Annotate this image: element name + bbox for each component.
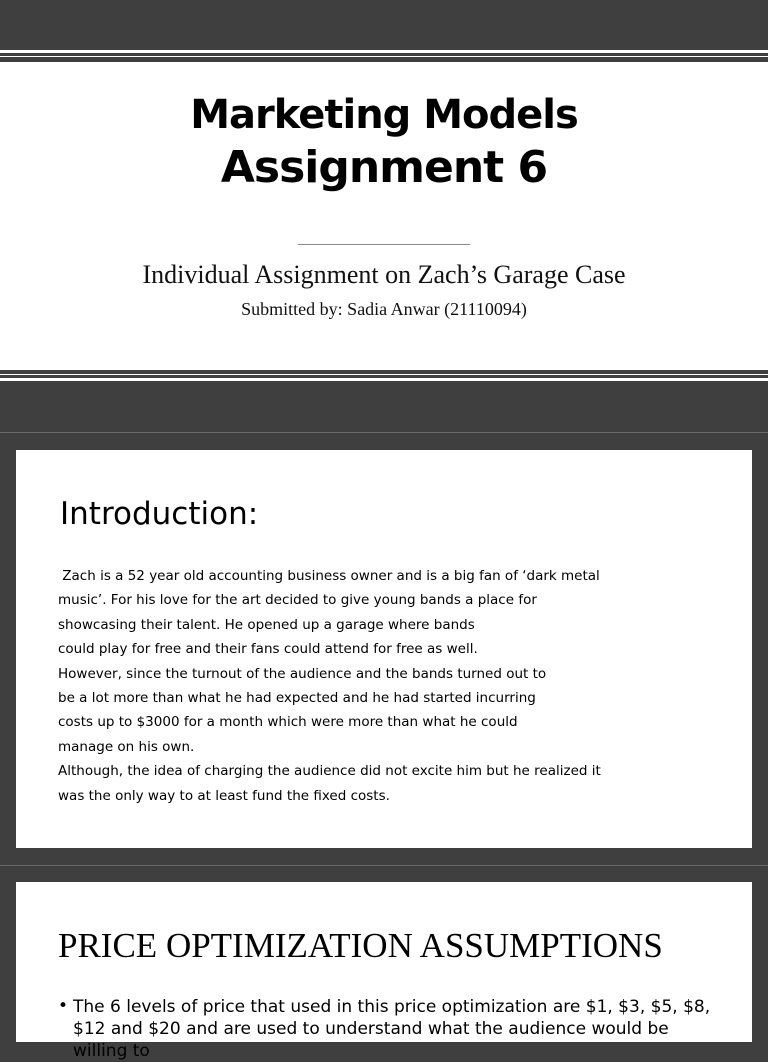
assumptions-slide — [16, 882, 752, 1061]
bottom-rule-thick — [0, 378, 768, 381]
title-line-2: Assignment 6 — [220, 142, 548, 193]
assumptions-heading: PRICE OPTIMIZATION ASSUMPTIONS — [58, 926, 663, 965]
bullet-icon: • — [58, 996, 69, 1016]
bullet-text: The 6 levels of price that used in this price optimization are $1, $3, $5, $8, $12 and $20 and are used to understand what the audience would be willing to — [73, 997, 711, 1061]
bottom-rule-thin — [0, 374, 768, 375]
slide-separator — [0, 865, 768, 866]
introduction-body — [58, 564, 658, 808]
title-slide — [0, 0, 768, 432]
introduction-slide — [16, 450, 752, 848]
intro-line: be a lot more than what he had expected and he had started incurring — [58, 689, 536, 706]
title-divider — [298, 244, 470, 245]
slide-separator — [0, 432, 768, 433]
intro-line: However, since the turnout of the audience and the bands turned out to — [58, 665, 547, 682]
introduction-heading: Introduction: — [60, 496, 259, 532]
submitted-by: Submitted by: Sadia Anwar (21110094) — [241, 299, 527, 319]
intro-line: music’. For his love for the art decided to give young bands a place for — [58, 592, 537, 609]
title-line-1: Marketing Models — [190, 92, 578, 138]
intro-line: Zach is a 52 year old accounting business owner and is a big fan of ‘dark metal — [58, 568, 600, 584]
intro-line: costs up to $3000 for a month which were more than what he could — [58, 714, 518, 731]
subtitle: Individual Assignment on Zach’s Garage Case — [142, 260, 626, 289]
intro-line: Although, the idea of charging the audience did not excite him but he realized it — [58, 763, 601, 780]
top-rule-thick — [0, 50, 768, 53]
top-rule-thin — [0, 56, 768, 57]
intro-line: manage on his own. — [58, 738, 195, 755]
intro-line: was the only way to at least fund the fixed costs. — [58, 787, 390, 804]
intro-line: could play for free and their fans could attend for free as well. — [58, 641, 478, 658]
intro-line: showcasing their talent. He opened up a garage where bands — [58, 616, 475, 633]
